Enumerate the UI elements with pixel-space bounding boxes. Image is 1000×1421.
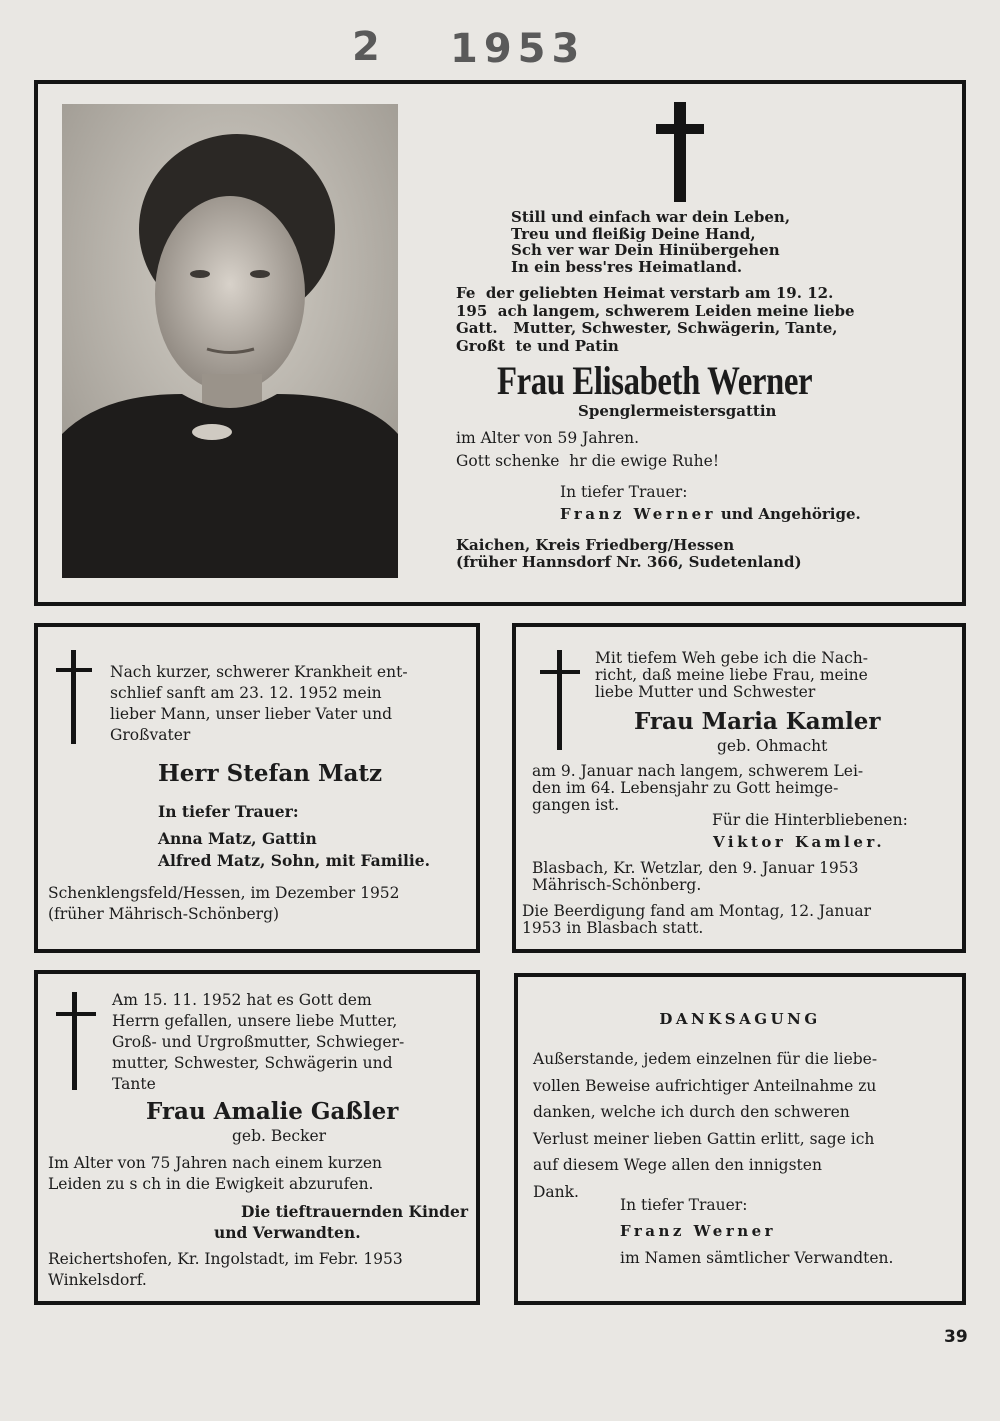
place-line: Kaichen, Kreis Friedberg/Hessen <box>456 536 735 554</box>
intro-line: Herrn gefallen, unsere liebe Mutter, <box>112 1012 398 1030</box>
text-line: danken, welche ich durch den schweren <box>533 1103 850 1121</box>
gassler-details <box>48 1153 382 1195</box>
werner-place <box>456 537 802 571</box>
werner-occupation: Spenglermeistersgattin <box>578 402 777 420</box>
details-line: am 9. Januar nach langem, schwerem Lei- <box>532 762 864 780</box>
matz-mourners <box>158 828 430 872</box>
kamler-born: geb. Ohmacht <box>717 737 828 755</box>
cross-icon <box>540 650 580 750</box>
poem-line: Treu und fleißig Deine Hand, <box>511 224 756 243</box>
werner-mourners <box>560 504 861 525</box>
intro-line: Am 15. 11. 1952 hat es Gott dem <box>112 991 372 1009</box>
details-line: den im 64. Lebensjahr zu Gott heimge- <box>532 779 839 797</box>
mourner-rest: und Angehörige. <box>720 505 861 523</box>
issue-number: 2 <box>352 24 386 70</box>
place-line: (früher Hannsdorf Nr. 366, Sudetenland) <box>456 553 802 571</box>
thanks-mourner: Franz Werner <box>620 1222 777 1240</box>
portrait-image <box>62 104 398 578</box>
thanks-note: im Namen sämtlicher Verwandten. <box>620 1249 894 1267</box>
funeral-line: 1953 in Blasbach statt. <box>522 919 704 937</box>
cross-icon <box>656 102 704 202</box>
intro-line: lieber Mann, unser lieber Vater und <box>110 705 393 723</box>
werner-intro <box>456 285 855 355</box>
thanks-title: DANKSAGUNG <box>659 1010 821 1028</box>
text-line: vollen Beweise aufrichtiger Anteilnahme zu <box>533 1076 877 1095</box>
intro-line: Nach kurzer, schwerer Krankheit ent- <box>110 663 408 681</box>
deceased-name-matz: Herr Stefan Matz <box>158 760 383 787</box>
text-line: Verlust meiner lieben Gattin erlitt, sage ich <box>533 1129 875 1148</box>
cross-icon <box>56 650 92 744</box>
portrait-photo <box>62 104 398 578</box>
kamler-place <box>532 860 859 894</box>
intro-line: schlief sanft am 23. 12. 1952 mein <box>110 684 382 702</box>
details-line: gangen ist. <box>532 796 620 814</box>
poem-line: Sch ver war Dein Hinübergehen <box>511 241 780 259</box>
place-line: Winkelsdorf. <box>48 1271 147 1289</box>
place-line: Blasbach, Kr. Wetzlar, den 9. Januar 1953 <box>532 859 859 877</box>
werner-mourning-label: In tiefer Trauer: <box>560 483 688 501</box>
page-number: 39 <box>944 1327 968 1347</box>
place-line: Schenklengsfeld/Hessen, im Dezember 1952 <box>48 884 400 902</box>
intro-line: mutter, Schwester, Schwägerin und <box>112 1054 393 1072</box>
werner-blessing: Gott schenke hr die ewige Ruhe! <box>456 452 720 470</box>
funeral-line: Die Beerdigung fand am Montag, 12. Januar <box>522 902 871 920</box>
deceased-name-kamler: Frau Maria Kamler <box>634 708 881 735</box>
matz-intro <box>110 662 408 746</box>
kamler-mourner: Viktor Kamler. <box>713 833 886 851</box>
matz-place <box>48 883 400 925</box>
intro-line: Mit tiefem Weh gebe ich die Nach- <box>595 649 868 667</box>
deceased-name-werner: Frau Elisabeth Werner <box>497 358 813 403</box>
intro-line: richt, daß meine liebe Frau, meine <box>595 666 868 684</box>
gassler-intro <box>112 990 404 1095</box>
text-line: Dank. <box>533 1182 579 1201</box>
intro-line: Großvater <box>110 726 191 744</box>
kamler-mourning-label: Für die Hinterbliebenen: <box>712 811 908 829</box>
place-line: Reichertshofen, Kr. Ingolstadt, im Febr. 1953 <box>48 1250 403 1268</box>
kamler-intro <box>595 650 868 701</box>
thanks-mourning-label: In tiefer Trauer: <box>620 1196 748 1214</box>
mourner-name: Franz Werner <box>560 505 717 523</box>
place-line: (früher Mährisch-Schönberg) <box>48 905 280 923</box>
intro-line: liebe Mutter und Schwester <box>595 683 816 701</box>
poem-line: In ein bess'res Heimatland. <box>511 257 743 276</box>
gassler-mourners <box>214 1201 468 1243</box>
poem <box>511 209 790 275</box>
thanks-text <box>533 1046 877 1205</box>
gassler-born: geb. Becker <box>232 1127 327 1145</box>
text-line: auf diesem Wege allen den innigsten <box>533 1156 822 1174</box>
mourner-line: Die tieftrauernden Kinder <box>241 1202 468 1221</box>
deceased-name-gassler: Frau Amalie Gaßler <box>146 1098 399 1125</box>
mourner-line: und Verwandten. <box>214 1223 361 1242</box>
matz-mourning-label: In tiefer Trauer: <box>158 802 299 821</box>
details-line: Leiden zu s ch in die Ewigkeit abzurufen. <box>48 1175 374 1193</box>
issue-year: 1953 <box>450 26 586 72</box>
poem-line: Still und einfach war dein Leben, <box>511 208 791 226</box>
text-line: Außerstande, jedem einzelnen für die liebe- <box>533 1050 878 1068</box>
cross-icon <box>56 992 96 1090</box>
mourner-line: Anna Matz, Gattin <box>158 829 317 848</box>
intro-line: 195 ach langem, schwerem Leiden meine liebe <box>456 301 855 320</box>
place-line: Mährisch-Schönberg. <box>532 876 702 894</box>
kamler-funeral <box>522 903 871 937</box>
details-line: Im Alter von 75 Jahren nach einem kurzen <box>48 1154 383 1172</box>
intro-line: Gatt. Mutter, Schwester, Schwägerin, Tante, <box>456 319 838 337</box>
werner-age: im Alter von 59 Jahren. <box>456 429 640 447</box>
intro-line: Tante <box>112 1075 156 1093</box>
intro-line: Fe der geliebten Heimat verstarb am 19. 12. <box>456 284 834 302</box>
intro-line: Groß- und Urgroßmutter, Schwieger- <box>112 1033 405 1051</box>
mourner-line: Alfred Matz, Sohn, mit Familie. <box>158 851 431 870</box>
kamler-details <box>532 763 863 814</box>
intro-line: Großt te und Patin <box>456 336 619 355</box>
gassler-place <box>48 1249 403 1291</box>
